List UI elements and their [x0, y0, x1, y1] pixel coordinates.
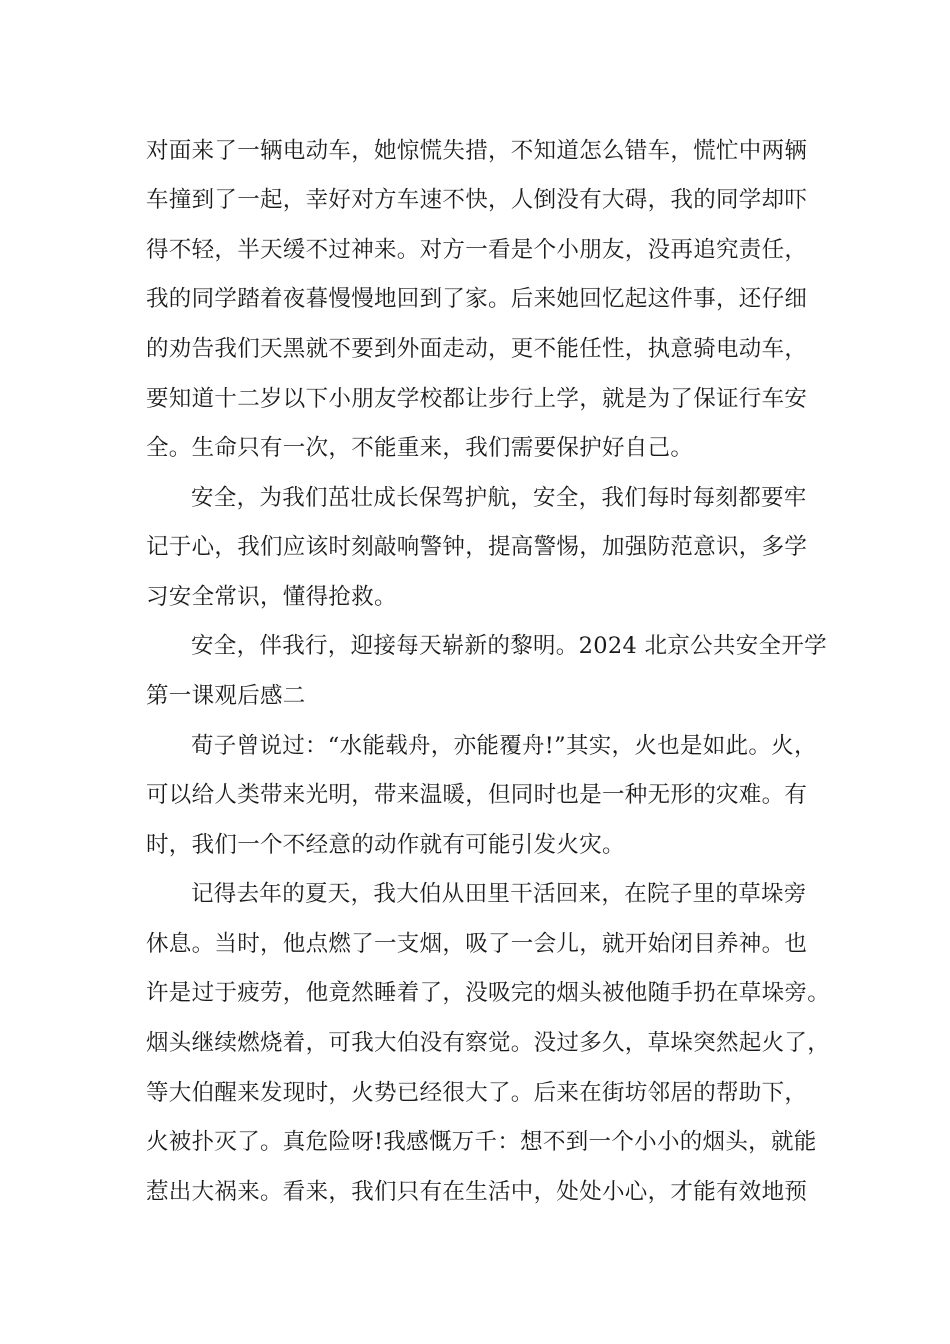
- text-line: 全。生命只有一次，不能重来，我们需要保护好自己。: [146, 435, 694, 461]
- text-line: 对面来了一辆电动车，她惊慌失措，不知道怎么错车，慌忙中两辆: [146, 138, 808, 164]
- text-line: 我的同学踏着夜暮慢慢地回到了家。后来她回忆起这件事，还仔细: [146, 286, 808, 312]
- paragraph-first-line: 安全，为我们茁壮成长保驾护航，安全，我们每时每刻都要牢: [191, 485, 807, 511]
- section-heading: 第一课观后感二: [146, 683, 306, 709]
- text-line: 休息。当时，他点燃了一支烟，吸了一会儿，就开始闭目养神。也: [146, 931, 808, 957]
- text-line: 车撞到了一起，幸好对方车速不快，人倒没有大碍，我的同学却吓: [146, 187, 808, 213]
- text-line: 得不轻，半天缓不过神来。对方一看是个小朋友，没再追究责任，: [146, 237, 808, 263]
- paragraph-first-line: 记得去年的夏天，我大伯从田里干活回来，在院子里的草垛旁: [191, 881, 807, 907]
- text-line: 可以给人类带来光明，带来温暖，但同时也是一种无形的灾难。有: [146, 782, 808, 808]
- paragraph-first-line: 荀子曾说过：“水能载舟，亦能覆舟!”其实，火也是如此。火，: [191, 733, 817, 759]
- paragraph-first-line: 安全，伴我行，迎接每天崭新的黎明。2024 北京公共安全开学: [191, 633, 827, 659]
- text-line: 等大伯醒来发现时，火势已经很大了。后来在街坊邻居的帮助下，: [146, 1080, 808, 1106]
- text-line: 惹出大祸来。看来，我们只有在生活中，处处小心，才能有效地预: [146, 1179, 808, 1205]
- text-line: 习安全常识，懂得抢救。: [146, 584, 397, 610]
- text-line: 时，我们一个不经意的动作就有可能引发火灾。: [146, 832, 625, 858]
- text-line: 许是过于疲劳，他竟然睡着了，没吸完的烟头被他随手扔在草垛旁。: [146, 980, 831, 1006]
- text-line: 烟头继续燃烧着，可我大伯没有察觉。没过多久，草垛突然起火了，: [146, 1030, 831, 1056]
- text-line: 火被扑灭了。真危险呀!我感慨万千：想不到一个小小的烟头，就能: [146, 1129, 817, 1155]
- text-line: 记于心，我们应该时刻敲响警钟，提高警惕，加强防范意识，多学: [146, 534, 808, 560]
- text-line: 要知道十二岁以下小朋友学校都让步行上学，就是为了保证行车安: [146, 386, 808, 412]
- text-line: 的劝告我们天黑就不要到外面走动，更不能任性，执意骑电动车，: [146, 336, 808, 362]
